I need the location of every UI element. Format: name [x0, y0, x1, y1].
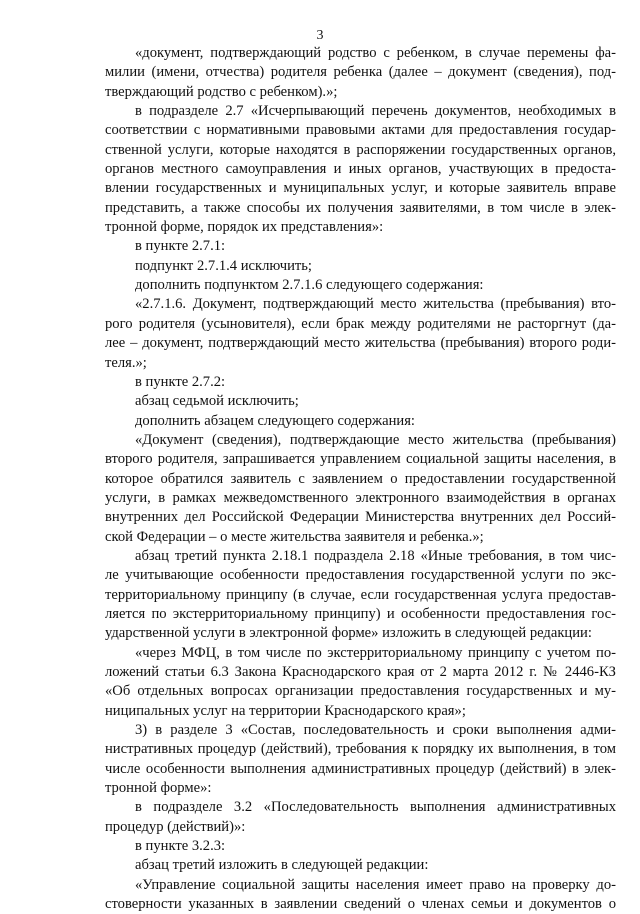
text-line: ударственной услуги в электронной форме» изложить в следующей редакции:: [105, 625, 592, 642]
text-line: второго родителя, запрашивается управлением социальной защиты населения, в: [105, 451, 616, 468]
text-line: ложений статьи 6.3 Закона Краснодарского края от 2 марта 2012 г. № 2446-КЗ: [105, 664, 616, 680]
text-line: теля.»;: [105, 354, 147, 371]
text-line: внутренних дел Российской Федерации Министерства внутренних дел Россий-: [105, 509, 616, 526]
text-line: нистративных процедур (действий), требования к порядку их выполнения, в том: [105, 741, 616, 758]
text-line: в подразделе 3.2 «Последовательность выполнения административных: [135, 799, 616, 816]
text-line: лее – документ, подтверждающий место жительства (пребывания) второго роди-: [105, 335, 616, 352]
text-line: стоверности указанных в заявлении сведений о членах семьи и документов о: [105, 896, 616, 913]
document-body: [105, 44, 616, 914]
text-line: дополнить абзацем следующего содержания:: [135, 412, 415, 429]
text-line: тронной форме»:: [105, 780, 212, 797]
text-line: ле учитывающие особенности предоставления государственной услуги по экс-: [105, 567, 616, 584]
text-line: абзац третий пункта 2.18.1 подраздела 2.18 «Иные требования, в том чис-: [135, 547, 616, 564]
text-line: дополнить подпунктом 2.7.1.6 следующего содержания:: [135, 277, 484, 294]
text-line: влении государственных и муниципальных услуг, и которые заявитель вправе: [105, 180, 616, 197]
text-line: ской Федерации – о месте жительства заявителя и ребенка.»;: [105, 528, 484, 545]
text-line: «Документ (сведения), подтверждающие место жительства (пребывания): [135, 431, 616, 448]
text-line: 3) в разделе 3 «Состав, последовательность и сроки выполнения адми-: [135, 722, 616, 739]
text-line: представить, а также способы их получения заявителями, в том числе в элек-: [105, 199, 616, 216]
text-line: органов местного самоуправления и иных органов, участвующих в предоста-: [105, 161, 616, 178]
text-line: ляется по экстерриториальному принципу) и особенности предоставления гос-: [105, 605, 616, 622]
text-line: «Управление социальной защиты населения имеет право на проверку до-: [135, 876, 616, 893]
text-line: услуги, в рамках межведомственного электронного взаимодействия в органах: [105, 489, 616, 506]
text-line: соответствии с нормативными правовыми актами для предоставления государ-: [105, 122, 616, 139]
text-line: которое обратился заявитель с заявлением о предоставлении государственной: [105, 470, 616, 487]
text-line: в пункте 3.2.3:: [135, 838, 226, 855]
text-line: «2.7.1.6. Документ, подтверждающий место жительства (пребывания) вто-: [135, 296, 616, 313]
text-line: тверждающий родство с ребенком).»;: [105, 83, 338, 100]
page-number: 3: [316, 28, 324, 43]
text-line: территориальному принципу (в случае, если государственная услуга предостав-: [105, 586, 616, 603]
text-line: ниципальных услуг на территории Краснодарского края»;: [105, 702, 466, 719]
text-line: абзац седьмой исключить;: [135, 393, 299, 410]
text-line: «Об отдельных вопросах организации предоставления государственных и му-: [105, 683, 616, 700]
text-line: числе особенности выполнения административных процедур (действий) в элек-: [105, 760, 616, 777]
text-line: в подразделе 2.7 «Исчерпывающий перечень документов, необходимых в: [135, 103, 616, 120]
text-line: тронной форме, порядок их представления»:: [105, 219, 384, 236]
text-line: ственной услуги, которые находятся в распоряжении государственных органов,: [105, 141, 616, 158]
text-line: в пункте 2.7.1:: [135, 238, 226, 255]
text-line: «документ, подтверждающий родство с ребенком, в случае перемены фа-: [135, 45, 616, 61]
text-line: рого родителя (усыновителя), если брак между родителями не расторгнут (да-: [105, 315, 616, 332]
text-line: милии (имени, отчества) родителя ребенка (далее – документ (сведения), под-: [105, 64, 616, 81]
text-line: подпункт 2.7.1.4 исключить;: [135, 257, 312, 274]
text-line: процедур (действий)»:: [105, 818, 246, 835]
text-line: «через МФЦ, в том числе по экстерриториальному принципу с учетом по-: [135, 644, 616, 661]
text-line: абзац третий изложить в следующей редакции:: [135, 857, 429, 874]
text-line: в пункте 2.7.2:: [135, 373, 226, 390]
